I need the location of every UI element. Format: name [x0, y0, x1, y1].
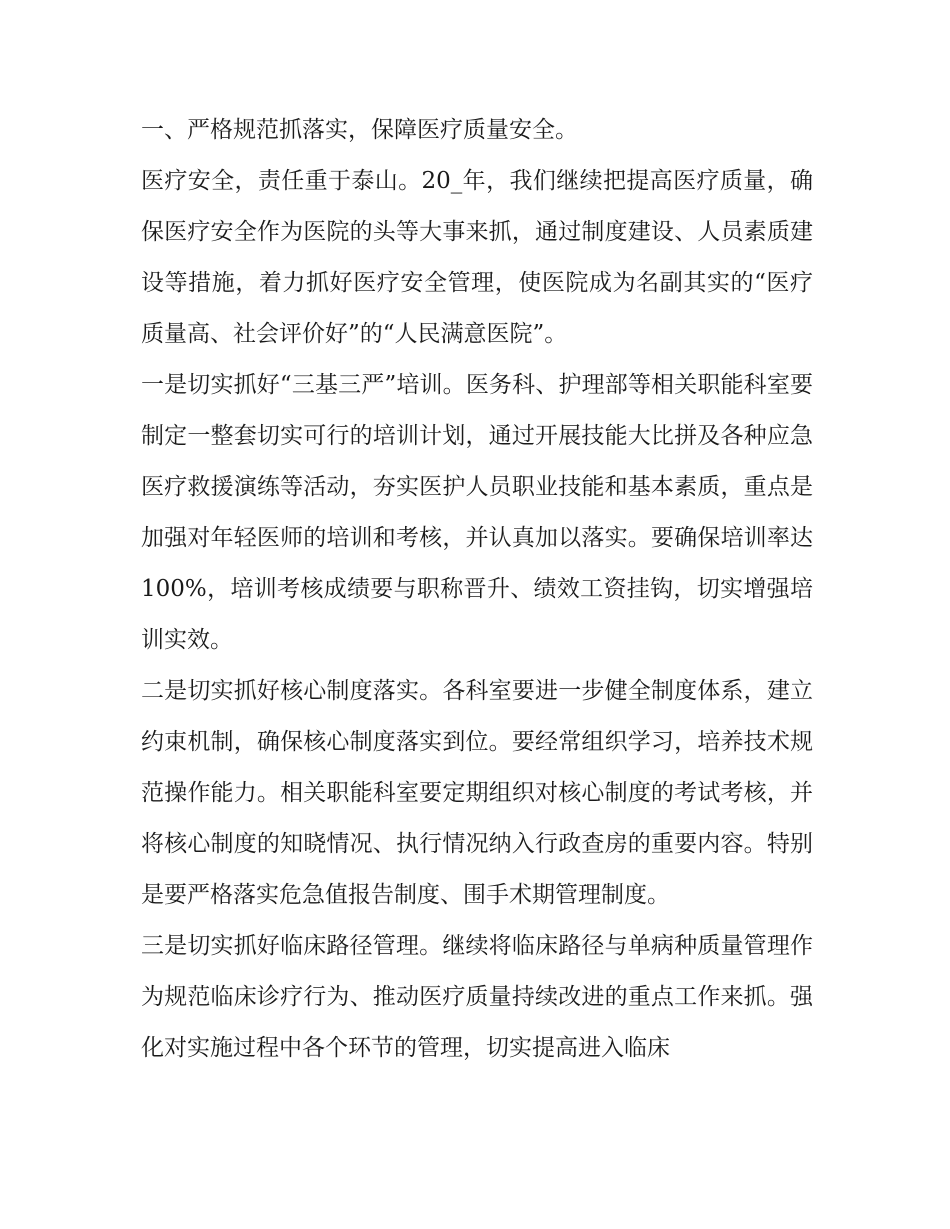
paragraph-medical-safety: 医疗安全，责任重于泰山。20_年，我们继续把提高医疗质量，确保医疗安全作为医院的头等大事来抓，通过制度建设、人员素质建设等措施，着力抓好医疗安全管理，使医院成为名副其实的“医疗质量高、社会评价好”的“人民满意医院”。 [141, 168, 813, 347]
section-heading: 一、严格规范抓落实，保障医疗质量安全。 [141, 117, 578, 143]
paragraph-training: 一是切实抓好“三基三严”培训。医务科、护理部等相关职能科室要制定一整套切实可行的培训计划，通过开展技能大比拼及各种应急医疗救援演练等活动，夯实医护人员职业技能和基本素质，重点是加强对年轻医师的培训和考核，并认真加以落实。要确保培训率达100%，培训考核成绩要与职称晋升、绩效工资挂钩，切实增强培训实效。 [141, 372, 813, 653]
paragraph-core-system: 二是切实抓好核心制度落实。各科室要进一步健全制度体系，建立约束机制，确保核心制度落实到位。要经常组织学习，培养技术规范操作能力。相关职能科室要定期组织对核心制度的考试考核，并将核心制度的知晓情况、执行情况纳入行政查房的重要内容。特别是要严格落实危急值报告制度、围手术期管理制度。 [141, 678, 813, 908]
paragraph-clinical-pathway: 三是切实抓好临床路径管理。继续将临床路径与单病种质量管理作为规范临床诊疗行为、推动医疗质量持续改进的重点工作来抓。强化对实施过程中各个环节的管理，切实提高进入临床 [141, 933, 813, 1061]
document-body [141, 105, 813, 1074]
